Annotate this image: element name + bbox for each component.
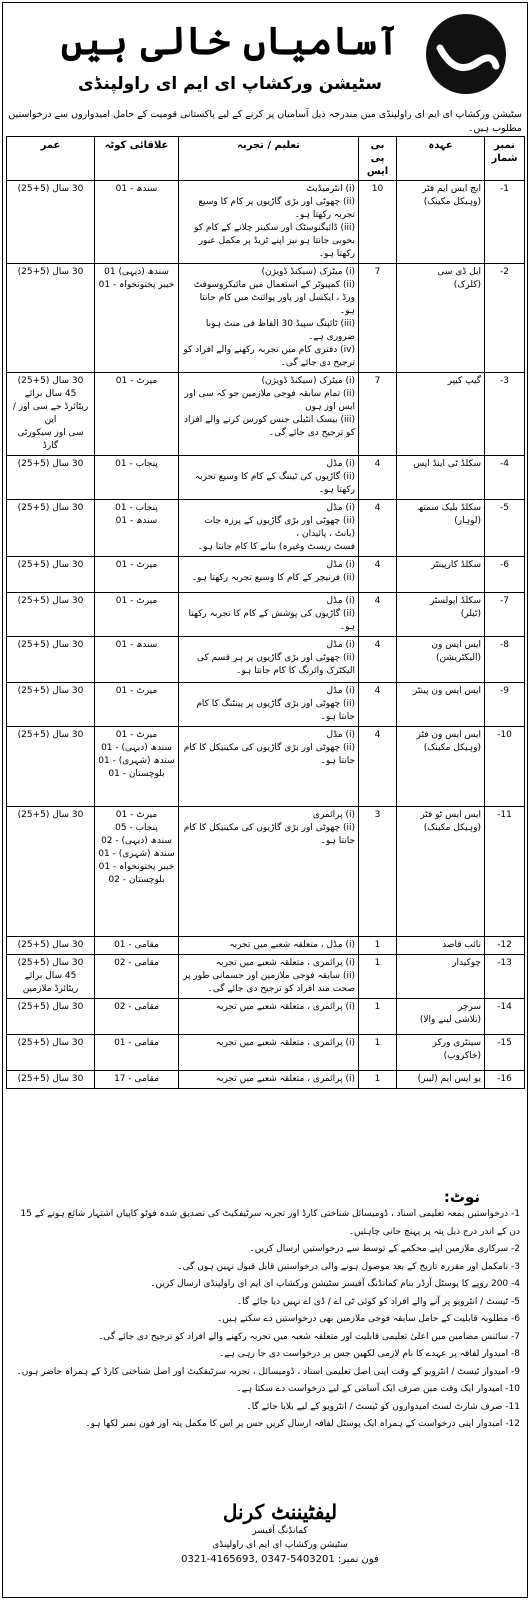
serial-cell: 3- [485, 373, 525, 456]
header-bps: بی پی ایس [359, 137, 397, 181]
region-cell-line: میرٹ - 01 [115, 560, 158, 570]
age-cell-line: 30 سال (5+25) [17, 560, 84, 570]
serial-cell: 9- [485, 683, 525, 727]
bps-cell: 4 [359, 683, 397, 727]
post-cell-line: (خاکروب) [443, 1051, 481, 1061]
post-cell [397, 593, 485, 637]
age-cell-line: 30 سال (5+25) [17, 640, 84, 650]
notes-heading: نوٹ: [443, 1188, 480, 1206]
note-item: 3- نامکمل اور مقررہ تاریخ کے بعد موصول ہونے والی درخواستیں قابل قبول نہیں ہوں گی۔ [177, 1261, 520, 1272]
post-cell-line: نائب قاصد [442, 940, 481, 950]
notes-list [8, 1206, 520, 1434]
region-cell-line: سندھ (دیہی) - 01 [101, 743, 172, 753]
age-cell-line: 30 سال (5+25) [17, 940, 84, 950]
post-cell-line: ایس ایس ون [431, 640, 481, 650]
post-cell-line: (لوہار) [454, 516, 481, 526]
region-cell [95, 807, 179, 937]
note-item: 10- امیدوار ایک وقت میں صرف ایک آسامی کے لیے درخواست دے سکتا ہے۔ [236, 1384, 520, 1394]
post-cell-line: ایس ایس ون فٹر [416, 730, 481, 740]
post-cell-line: ایس ایس ون پینٹر [412, 686, 481, 696]
qualification-cell-line: (ii) چھوٹی اور بڑی گاڑیوں پر پینٹنگ کا کام جانتا ہو۔ [196, 699, 355, 722]
serial-cell: 14- [485, 999, 525, 1035]
serial-cell: 10- [485, 727, 525, 807]
region-cell-line: مقامی - 01 [114, 1038, 159, 1048]
qualification-cell-line: (ii) سابقہ فوجی ملازمین اور جسمانی طور پر صحت مند افراد کو ترجیح دی جائے گی۔ [183, 971, 355, 994]
table-header-row [7, 137, 525, 181]
region-cell-line: مقامی - 02 [114, 958, 159, 968]
qualification-cell-line: (i) پرائمری ، متعلقہ شعبے میں تجربہ [215, 958, 355, 968]
post-cell-line: سکلڈ بلیک سمتھ [417, 503, 481, 513]
qualification-cell-line: (ii) کمپیوٹر کے استعمال میں مائیکروسوفٹ ورڈ ، ایکسل اور پاور پوائنٹ میں کام جانتا ہو۔ [193, 280, 355, 316]
region-cell-line: میرٹ - 01 [115, 810, 158, 820]
serial-cell: 8- [485, 637, 525, 683]
post-cell [397, 683, 485, 727]
bps-cell: 4 [359, 500, 397, 557]
region-cell [95, 999, 179, 1035]
region-cell [95, 557, 179, 593]
post-cell-line: (ٹیلر) [460, 609, 481, 619]
region-cell [95, 727, 179, 807]
qualification-cell-line: (i) مڈل [326, 686, 355, 696]
region-cell [95, 264, 179, 373]
qualification-cell-line: (iii) ٹائپنگ سپیڈ 30 الفاظ فی منٹ ہونا ضروری ہے۔ [205, 319, 355, 342]
qualification-cell [179, 264, 359, 373]
intro-text: سٹیشن ورکشاپ ای ایم ای راولپنڈی میں مندرجہ ذیل آسامیاں پر کرنے کے لیے پاکستانی قومیت کے حامل امیدواروں سے درخواستیں مطلوب ہیں۔ [8, 109, 522, 134]
serial-cell: 16- [485, 1071, 525, 1089]
age-cell [7, 937, 95, 955]
bps-cell: 1 [359, 937, 397, 955]
region-cell-line: مقامی - 02 [114, 1002, 159, 1012]
age-cell [7, 1035, 95, 1071]
bps-cell: 10 [359, 181, 397, 264]
table-row [7, 181, 525, 264]
region-cell-line: سندھ (شہری) - 01 [98, 849, 175, 859]
age-cell-line: 30 سال (5+25) [17, 1002, 84, 1012]
region-cell-line: میرٹ - 01 [115, 596, 158, 606]
post-cell-line: (وہیکل مکینک) [423, 823, 481, 833]
qualification-cell-line: (i) مڈل [326, 730, 355, 740]
signature-block [180, 1500, 380, 1568]
signatory-rank: لیفٹیننٹ کرنل [222, 1500, 338, 1524]
region-cell [95, 955, 179, 999]
qualification-cell [179, 683, 359, 727]
bps-cell: 4 [359, 637, 397, 683]
region-cell [95, 1071, 179, 1089]
serial-cell: 12- [485, 937, 525, 955]
region-cell [95, 593, 179, 637]
bps-cell: 7 [359, 373, 397, 456]
qualification-cell-line: (ii) تمام سابقہ فوجی ملازمین جو کہ سی اور ایس اوز ہوں [184, 389, 355, 412]
post-cell-line: (وہیکل مکینک) [423, 743, 481, 753]
qualification-cell-line: (iv) دفتری کام میں تجربہ رکھنے والے افراد کو ترجیح دی جائے گی۔ [183, 345, 355, 368]
age-cell-line: 30 سال (5+25) [17, 1038, 84, 1048]
post-cell [397, 500, 485, 557]
region-cell [95, 373, 179, 456]
bps-cell: 4 [359, 557, 397, 593]
age-cell-line: 30 سال (5+25) [17, 730, 84, 740]
qualification-cell [179, 807, 359, 937]
table-row [7, 727, 525, 807]
age-cell [7, 683, 95, 727]
region-cell-line: پنجاب - 01 [115, 459, 158, 469]
table-row [7, 593, 525, 637]
qualification-cell [179, 181, 359, 264]
serial-cell: 13- [485, 955, 525, 999]
header-age: عمر [7, 137, 95, 181]
qualification-cell-line: (ii) گاڑیوں کی پوشش کے کام کا تجربہ رکھتا ہو۔ [188, 609, 355, 632]
age-cell [7, 999, 95, 1035]
post-cell [397, 999, 485, 1035]
organization-logo [426, 14, 506, 94]
age-cell [7, 637, 95, 683]
bps-cell: 1 [359, 955, 397, 999]
qualification-cell [179, 999, 359, 1035]
bps-cell: 7 [359, 264, 397, 373]
note-item: 5- ٹیسٹ / انٹرویو پر آنے والے افراد کو کوئی ٹی اے / ڈی اے نہیں دیا جائے گا۔ [236, 1296, 520, 1307]
region-cell-line: پنجاب - 05 [115, 823, 158, 833]
post-cell-line: چوکیدار [452, 958, 481, 968]
qualification-cell-line: (ii) فرنیچر کے کام کا وسیع تجربہ رکھتا ہو۔ [191, 573, 355, 583]
bps-cell: 4 [359, 727, 397, 807]
table-row [7, 264, 525, 373]
region-cell-line: میرٹ - 01 [115, 730, 158, 740]
post-cell [397, 264, 485, 373]
header-region: علاقائی کوٹہ [95, 137, 179, 181]
post-cell-line: ایس ایس ٹو فٹر [420, 810, 481, 820]
qualification-cell-line: (i) پرائمری ، متعلقہ شعبے میں تجربہ [215, 1074, 355, 1084]
age-cell [7, 955, 95, 999]
region-cell-line: سندھ - 01 [115, 184, 158, 194]
bps-cell: 1 [359, 1035, 397, 1071]
bps-cell: 3 [359, 807, 397, 937]
serial-cell: 1- [485, 181, 525, 264]
region-cell-line: بلوچستان - 02 [108, 875, 165, 885]
signatory-title: کمانڈنگ آفیسر [252, 1526, 308, 1536]
post-cell [397, 373, 485, 456]
post-cell-line: ایل ڈی سی [437, 267, 481, 277]
qualification-cell-line: (i) پرائمری ، متعلقہ شعبے میں تجربہ [215, 1038, 355, 1048]
region-cell [95, 181, 179, 264]
age-cell-line: 45 سال برائے [24, 389, 77, 399]
post-cell-line: (وہیکل مکینک) [423, 197, 481, 207]
table-row [7, 456, 525, 500]
serial-cell: 15- [485, 1035, 525, 1071]
vacancy-table [6, 136, 525, 1089]
post-cell-line: سرچر [457, 1002, 481, 1012]
qualification-cell-line: (i) انٹرمیڈیٹ [306, 184, 355, 194]
post-cell-line: (الیکٹریشن) [435, 653, 481, 663]
qualification-cell [179, 557, 359, 593]
region-cell-line: میرٹ - 01 [115, 686, 158, 696]
age-cell [7, 373, 95, 456]
qualification-cell-line: (ii) چھوٹی اور بڑی گاڑیوں کی مکینیکل کا کام جانتا ہو۔ [183, 823, 355, 846]
age-cell [7, 181, 95, 264]
qualification-cell-line: فسٹ ریسٹ وغیرہ) بنانے کا کام جانتا ہو۔ [197, 542, 355, 552]
qualification-cell-line: (i) مڈل [326, 503, 355, 513]
post-cell-line: یو ایس ایم (لیبر) [417, 1074, 481, 1084]
table-row [7, 500, 525, 557]
signatory-office: سٹیشن ورکشاپ ای ایم ای راولپنڈی [212, 1540, 348, 1550]
note-item: 1- درخواستیں بمعہ تعلیمی اسناد ، ڈومیسائل شناختی کارڈ اور تجربہ سرٹیفکیٹ کی تصدیق شدہ فوٹو کاپیاں اشتہار شائع ہونے کے 15 دن کے اندر درج ذیل پتہ پر پہنچ جانی چاہئیں۔ [20, 1209, 520, 1237]
notes-section [8, 1188, 520, 1434]
post-cell-line: (تلاشی لینے والا) [419, 1015, 481, 1025]
serial-cell: 2- [485, 264, 525, 373]
table-row [7, 807, 525, 937]
header-serial: نمبر شمار [485, 137, 525, 181]
age-cell-line: 30 سال (5+25) [17, 267, 84, 277]
age-cell-line: 30 سال (5+25) [17, 459, 84, 469]
post-cell [397, 1071, 485, 1089]
region-cell [95, 637, 179, 683]
age-cell [7, 500, 95, 557]
region-cell-line: خیبر پختونخواہ - 01 [98, 280, 175, 290]
region-cell-line: سندھ - 01 [115, 516, 158, 526]
table-row [7, 637, 525, 683]
age-cell-line: 30 سال (5+25) [17, 503, 84, 513]
post-cell-line: (کلرک) [453, 280, 481, 290]
post-cell [397, 807, 485, 937]
post-cell [397, 1035, 485, 1071]
region-cell-line: سندھ (دیہی) 01 [104, 267, 169, 277]
serial-cell: 5- [485, 500, 525, 557]
post-cell [397, 637, 485, 683]
qualification-cell-line: (ii) چھوٹی اور بڑی گاڑیوں پر کام کا وسیع تجربہ رکھتا ہو۔ [198, 197, 355, 220]
region-cell [95, 456, 179, 500]
qualification-cell-line: (ii) چھوٹی اور بڑی گاڑیوں پر ہر قسم کی الیکٹرک وائرنگ کا کام جانتا ہو۔ [197, 653, 355, 676]
qualification-cell [179, 727, 359, 807]
qualification-cell [179, 373, 359, 456]
page-subtitle: سٹیشن ورکشاپ ای ایم ای راولپنڈی [78, 74, 382, 94]
qualification-cell-line: (iii) ڈائیگنوسٹک اور سکینر چلانے کے کام کو بخوبی جانتا ہو نیز اپنے ٹریڈ پر مکمل عبور رکھتا ہو۔ [194, 223, 355, 259]
serial-cell: 4- [485, 456, 525, 500]
age-cell-line: 45 سال برائے [24, 971, 77, 981]
region-cell [95, 500, 179, 557]
age-cell [7, 557, 95, 593]
qualification-cell [179, 593, 359, 637]
header-post: عہدہ [397, 137, 485, 181]
post-cell [397, 181, 485, 264]
qualification-cell-line: (ii) چھوٹی اور بڑی گاڑیوں کی مکینیکل کا کام جانتا ہو۔ [183, 743, 355, 766]
qualification-cell-line: (i) میٹرک (سیکنڈ ڈویژن) [261, 267, 355, 277]
qualification-cell [179, 1035, 359, 1071]
region-cell-line: سندھ (شہری) - 01 [98, 756, 175, 766]
age-cell-line: 30 سال (5+25) [17, 596, 84, 606]
region-cell-line: پنجاب - 01 [115, 503, 158, 513]
post-cell-line: ایچ ایس ایم فٹر [422, 184, 481, 194]
qualification-cell [179, 1071, 359, 1089]
qualification-cell-line: (i) مڈل ، متعلقہ شعبے میں تجربہ [229, 940, 355, 950]
post-cell-line: سکلڈ اپولسٹر [429, 596, 481, 606]
age-cell-line: 30 سال (5+25) [17, 686, 84, 696]
region-cell-line: مقامی - 01 [114, 940, 159, 950]
age-cell-line: سی اوز سیکورٹی گارڈ [17, 428, 84, 451]
region-cell-line: سندھ - 01 [115, 640, 158, 650]
qualification-cell-line: (i) میٹرک (سیکنڈ ڈویژن) [261, 376, 355, 386]
note-item: 6- مطلوبہ قابلیت کے حامل سابقہ فوجی ملازمین بھی درخواستیں دے سکتے ہیں۔ [216, 1314, 520, 1324]
qualification-cell [179, 955, 359, 999]
table-row [7, 999, 525, 1035]
age-cell [7, 264, 95, 373]
age-cell [7, 593, 95, 637]
serial-cell: 6- [485, 557, 525, 593]
post-cell [397, 937, 485, 955]
table-row [7, 1035, 525, 1071]
post-cell [397, 557, 485, 593]
qualification-cell-line: (i) مڈل [326, 640, 355, 650]
age-cell [7, 727, 95, 807]
table-row [7, 683, 525, 727]
post-cell-line: سینٹری ورکر [432, 1038, 481, 1048]
qualification-cell [179, 500, 359, 557]
age-cell [7, 456, 95, 500]
serial-cell: 11- [485, 807, 525, 937]
qualification-cell-line: (iii) بیسک انٹیلی جنس کورس کرنے والے افراد کو ترجیح دی جائے گی۔ [184, 415, 355, 438]
age-cell [7, 1071, 95, 1089]
region-cell-line: مقامی - 17 [114, 1074, 159, 1084]
bps-cell: 1 [359, 999, 397, 1035]
header-qualification: تعلیم / تجربہ [179, 137, 359, 181]
bps-cell: 4 [359, 456, 397, 500]
age-cell-line: 30 سال (5+25) [17, 810, 84, 820]
table-row [7, 937, 525, 955]
age-cell [7, 807, 95, 937]
qualification-cell-line: (i) پرائمری [312, 810, 355, 820]
region-cell-line: سندھ (دیہی) - 02 [101, 836, 172, 846]
page-title: آسامیاں خالی ہیں [60, 18, 400, 63]
age-cell-line: 30 سال (5+25) [17, 1074, 84, 1084]
bps-cell: 4 [359, 593, 397, 637]
qualification-cell-line: (i) مڈل [326, 596, 355, 606]
note-item: 12- امیدوار اپنی درخواست کے ہمراہ ایک پوسٹل لفافہ ارسال کریں جس پر اس کا مکمل پتہ اور فون نمبر لکھا ہو۔ [85, 1419, 520, 1429]
header [8, 8, 520, 106]
age-cell-line: 30 سال (5+25) [17, 376, 84, 386]
post-cell-line: گیپ کیپر [447, 376, 481, 386]
qualification-cell-line: (ii) گاڑیوں کی ٹیننگ کے کام کا وسیع تجربہ رکھتا ہو۔ [194, 472, 355, 495]
region-cell-line: خیبر پختونخواہ - 01 [98, 862, 175, 872]
region-cell [95, 1035, 179, 1071]
bps-cell: 1 [359, 1071, 397, 1089]
post-cell-line: سکلڈ ٹی اینڈ ایس [413, 459, 481, 469]
post-cell [397, 955, 485, 999]
note-item: 8- امیدوار لفافہ پر عہدے کا نام لازمی لکھیں جس پر درخواست دی جا رہی ہے۔ [219, 1349, 520, 1359]
note-item: 11- صرف شارٹ لسٹ امیدواروں کو ٹیسٹ / انٹرویو کے لیے بلایا جائے گا۔ [246, 1401, 520, 1412]
post-cell-line: سکلڈ کارپینٹر [430, 560, 481, 570]
contact-phone: 0321-4165693, 0347-5403201 :فون نمبر [181, 1554, 379, 1565]
table-row [7, 373, 525, 456]
serial-cell: 7- [485, 593, 525, 637]
age-cell-line: ریٹائرڈ جے سی اوز / این [12, 402, 89, 425]
note-item: 7- سائنس مضامین میں اعلیٰ تعلیمی قابلیت اور متعلقہ شعبہ میں تجربہ رکھنے والے افراد کو ترجیح دی جائے گی۔ [98, 1331, 520, 1342]
qualification-cell-line: (i) مڈل [326, 459, 355, 469]
region-cell-line: بلوچستان - 01 [108, 769, 165, 779]
qualification-cell [179, 456, 359, 500]
table-row [7, 557, 525, 593]
table-row [7, 955, 525, 999]
region-cell [95, 683, 179, 727]
table-row [7, 1071, 525, 1089]
region-cell-line: میرٹ - 01 [115, 376, 158, 386]
age-cell-line: 30 سال (5+25) [17, 184, 84, 194]
age-cell-line: ریٹائرڈ ملازمین [22, 984, 79, 994]
note-item: 9- امیدوار ٹیسٹ / انٹرویو کے وقت اپنی اصل تعلیمی اسناد ، ڈومیسائل ، تجربہ سرٹیفکیٹ اور اصل شناختی کارڈ کے ہمراہ حاضر ہوں۔ [16, 1366, 520, 1377]
qualification-cell-line: (ii) چھوٹی اور بڑی گاڑیوں کے پرزہ جات (بانٹ ، پائیدان ، [204, 516, 355, 539]
post-cell [397, 456, 485, 500]
age-cell-line: 30 سال (5+25) [17, 958, 84, 968]
qualification-cell [179, 937, 359, 955]
post-cell [397, 727, 485, 807]
qualification-cell-line: (i) پرائمری ، متعلقہ شعبے میں تجربہ [215, 1002, 355, 1012]
note-item: 4- 200 روپے کا پوسٹل آرڈر بنام کمانڈنگ آفیسر سٹیشن ورکشاپ ای ایم ای راولپنڈی ارسال کریں۔ [150, 1279, 520, 1289]
region-cell [95, 937, 179, 955]
note-item: 2- سرکاری ملازمین اپنے محکمے کے توسط سے درخواستیں ارسال کریں۔ [249, 1244, 520, 1254]
qualification-cell [179, 637, 359, 683]
qualification-cell-line: (i) مڈل [326, 560, 355, 570]
